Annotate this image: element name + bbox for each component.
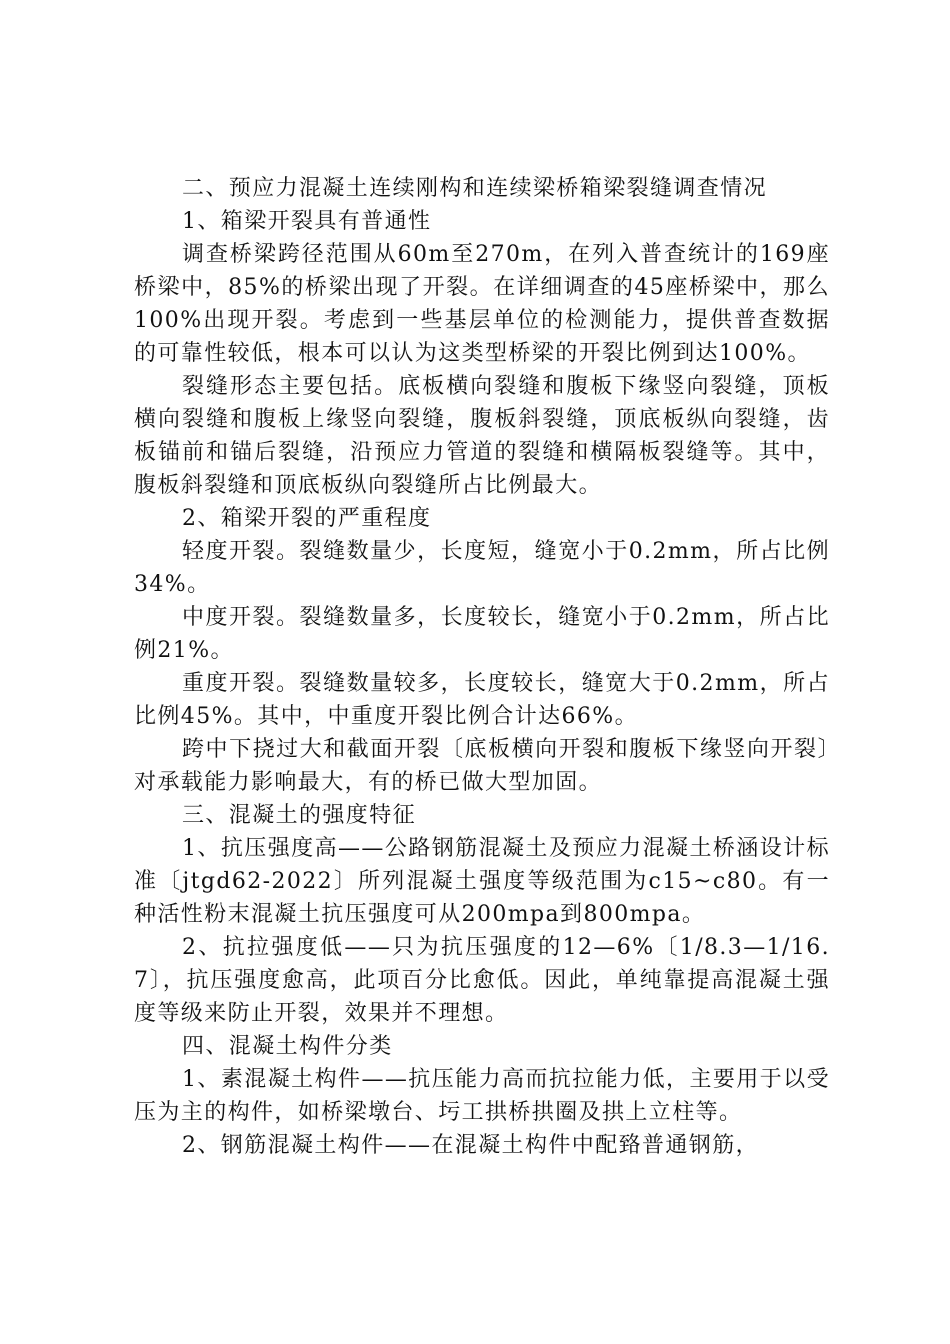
body-paragraph: 调查桥梁跨径范围从60m至270m，在列入普查统计的169座桥梁中，85%的桥梁出现了开裂。在详细调查的45座桥梁中，那么100%出现开裂。考虑到一些基层单位的检测能力，提供普查数据的可靠性较低，根本可以认为这类型桥梁的开裂比例到达100%。 bbox=[134, 242, 830, 366]
subsection-heading: 1、箱梁开裂具有普通性 bbox=[182, 209, 432, 234]
section-heading-3: 三、混凝土的强度特征 bbox=[182, 803, 417, 828]
body-paragraph: 2、钢筋混凝土构件——在混凝土构件中配臵普通钢筋， bbox=[182, 1133, 759, 1158]
body-paragraph: 2、抗拉强度低——只为抗压强度的12—6%〔1/8.3—1/16.7〕，抗压强度愈高，此项百分比愈低。因此，单纯靠提高混凝土强度等级来防止开裂，效果并不理想。 bbox=[134, 935, 830, 1026]
section-heading-4: 四、混凝土构件分类 bbox=[182, 1034, 393, 1059]
body-paragraph: 裂缝形态主要包括。底板横向裂缝和腹板下缘竖向裂缝，顶板横向裂缝和腹板上缘竖向裂缝，腹板斜裂缝，顶底板纵向裂缝，齿板锚前和锚后裂缝，沿预应力管道的裂缝和横隔板裂缝等。其中，腹板斜裂缝和顶底板纵向裂缝所占比例最大。 bbox=[134, 374, 830, 498]
subsection-heading: 2、箱梁开裂的严重程度 bbox=[182, 506, 432, 531]
body-paragraph: 轻度开裂。裂缝数量少，长度短，缝宽小于0.2mm，所占比例34%。 bbox=[134, 539, 830, 597]
body-paragraph: 重度开裂。裂缝数量较多，长度较长，缝宽大于0.2mm，所占比例45%。其中，中重度开裂比例合计达66%。 bbox=[134, 671, 830, 729]
section-heading-2: 二、预应力混凝土连续刚构和连续梁桥箱梁裂缝调查情况 bbox=[182, 176, 768, 201]
document-body bbox=[134, 172, 830, 1162]
body-paragraph: 中度开裂。裂缝数量多，长度较长，缝宽小于0.2mm，所占比例21%。 bbox=[134, 605, 830, 663]
body-paragraph: 跨中下挠过大和截面开裂〔底板横向开裂和腹板下缘竖向开裂〕对承载能力影响最大，有的桥已做大型加固。 bbox=[134, 737, 830, 795]
body-paragraph: 1、抗压强度高——公路钢筋混凝土及预应力混凝土桥涵设计标准〔jtgd62-2022〕所列混凝土强度等级范围为c15~c80。有一种活性粉末混凝土抗压强度可从200mpa到800mpa。 bbox=[134, 836, 830, 927]
body-paragraph: 1、素混凝土构件——抗压能力高而抗拉能力低，主要用于以受压为主的构件，如桥梁墩台、圬工拱桥拱圈及拱上立柱等。 bbox=[134, 1067, 830, 1125]
